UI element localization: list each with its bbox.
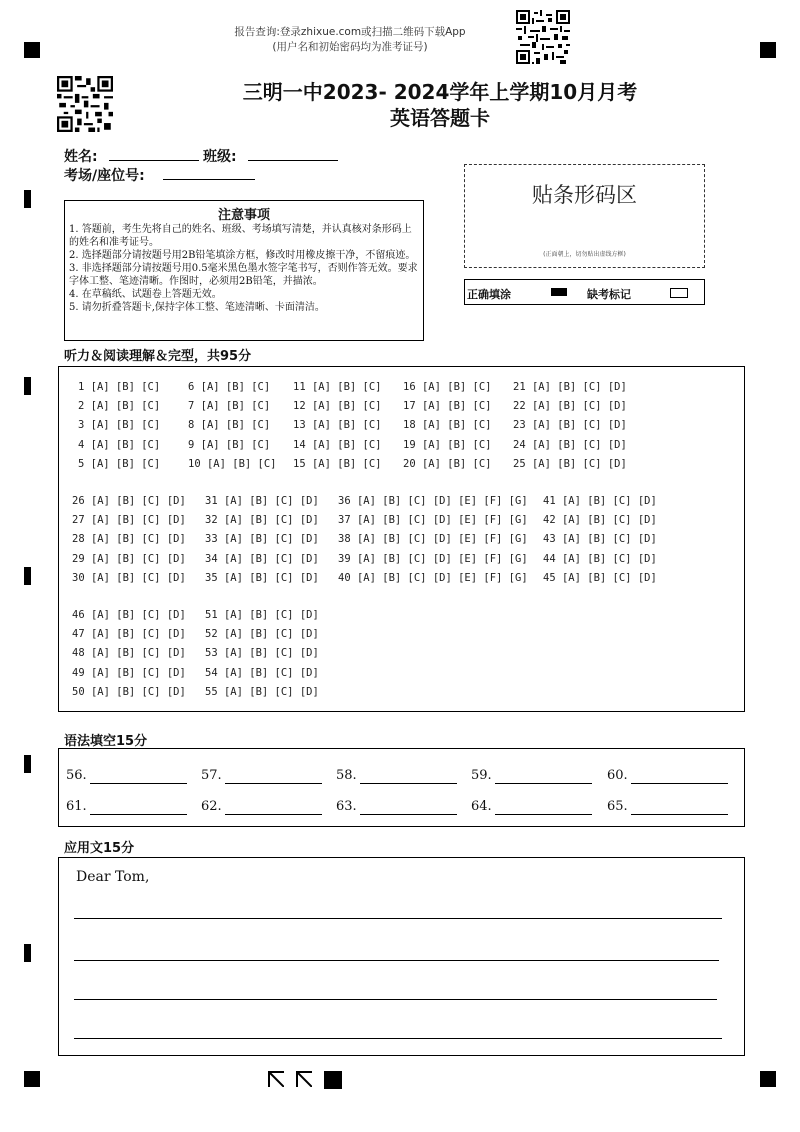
mc-question-row[interactable]: 36 [A] [B] [C] [D] [E] [F] [G] xyxy=(338,495,528,507)
blank-number: 61. xyxy=(66,799,87,814)
mc-question-row[interactable]: 51 [A] [B] [C] [D] xyxy=(205,609,319,621)
writing-line[interactable] xyxy=(74,960,719,961)
seat-field[interactable] xyxy=(163,165,255,180)
mc-question-row[interactable]: 39 [A] [B] [C] [D] [E] [F] [G] xyxy=(338,552,528,565)
mc-question-row[interactable]: 42 [A] [B] [C] [D] xyxy=(543,514,657,527)
blank-number: 58. xyxy=(336,768,357,783)
blank-number: 63. xyxy=(336,799,357,814)
blank-answer-line[interactable] xyxy=(90,814,187,815)
corner-mark-top-right xyxy=(760,42,776,58)
mc-question-row[interactable]: 28 [A] [B] [C] [D] xyxy=(72,533,186,546)
page-mark-slashed xyxy=(296,1071,312,1087)
mc-question-row[interactable]: 13 [A] [B] [C] xyxy=(293,419,382,432)
mc-question-row[interactable]: 34 [A] [B] [C] [D] xyxy=(205,552,319,565)
side-mark xyxy=(24,755,31,773)
mc-question-row[interactable]: 44 [A] [B] [C] [D] xyxy=(543,552,657,565)
blank-number: 60. xyxy=(607,768,628,783)
section2-title: 语法填空15分 xyxy=(64,734,148,749)
mc-question-row[interactable]: 20 [A] [B] [C] xyxy=(403,457,492,470)
name-label: 姓名: xyxy=(64,149,98,165)
notice-item: 2. 选择题部分请按题号用2B铅笔填涂方框，修改时用橡皮擦干净，不留痕迹。 xyxy=(69,250,416,261)
mc-question-row[interactable]: 46 [A] [B] [C] [D] xyxy=(72,609,186,621)
notice-item: 5. 请勿折叠答题卡,保持字体工整、笔迹清晰、卡面清洁。 xyxy=(69,302,325,313)
barcode-hint: (正面朝上，切勿贴出虚线方框) xyxy=(543,251,626,258)
mc-question-row[interactable]: 5 [A] [B] [C] xyxy=(78,457,161,470)
grammar-fill-box xyxy=(58,748,745,827)
mc-question-row[interactable]: 33 [A] [B] [C] [D] xyxy=(205,533,319,546)
absent-mark-box[interactable] xyxy=(670,288,688,298)
filled-box-sample xyxy=(551,288,567,296)
mc-question-row[interactable]: 43 [A] [B] [C] [D] xyxy=(543,533,657,546)
mc-question-row[interactable]: 11 [A] [B] [C] xyxy=(293,381,382,393)
writing-line[interactable] xyxy=(74,999,717,1000)
blank-number: 56. xyxy=(66,768,87,783)
blank-answer-line[interactable] xyxy=(495,814,592,815)
mc-question-row[interactable]: 4 [A] [B] [C] xyxy=(78,438,161,451)
mc-question-row[interactable]: 48 [A] [B] [C] [D] xyxy=(72,647,186,660)
blank-number: 59. xyxy=(471,768,492,783)
notice-title: 注意事项 xyxy=(217,208,270,223)
correct-fill-label: 正确填涂 xyxy=(467,288,511,301)
mc-question-row[interactable]: 16 [A] [B] [C] xyxy=(403,381,492,393)
notice-item: 1. 答题前，考生先将自己的姓名、班级、考场填写清楚，并认真核对条形码上的姓名和准考证号。 xyxy=(69,224,412,248)
mc-question-row[interactable]: 8 [A] [B] [C] xyxy=(188,419,271,432)
side-mark xyxy=(24,377,31,395)
mc-question-row[interactable]: 47 [A] [B] [C] [D] xyxy=(72,628,186,641)
corner-mark-bottom-left xyxy=(24,1071,40,1087)
blank-answer-line[interactable] xyxy=(631,814,728,815)
mc-question-row[interactable]: 19 [A] [B] [C] xyxy=(403,438,492,451)
exam-title: 三明一中2023- 2024学年上学期10月月考 xyxy=(242,80,638,104)
mc-question-row[interactable]: 54 [A] [B] [C] [D] xyxy=(205,666,319,679)
notice-item: 4. 在草稿纸、试题卷上答题无效。 xyxy=(69,289,222,300)
mc-question-row[interactable]: 23 [A] [B] [C] [D] xyxy=(513,419,627,432)
mc-question-row[interactable]: 10 [A] [B] [C] xyxy=(188,457,277,470)
writing-box xyxy=(58,857,745,1056)
barcode-label: 贴条形码区 xyxy=(532,183,637,207)
mc-question-row[interactable]: 32 [A] [B] [C] [D] xyxy=(205,514,319,527)
mc-question-row[interactable]: 40 [A] [B] [C] [D] [E] [F] [G] xyxy=(338,571,528,584)
mc-question-row[interactable]: 21 [A] [B] [C] [D] xyxy=(513,381,627,393)
mc-question-row[interactable]: 2 [A] [B] [C] xyxy=(78,400,161,413)
blank-answer-line[interactable] xyxy=(495,783,592,784)
side-mark xyxy=(24,190,31,208)
qr-code-app[interactable] xyxy=(516,10,570,64)
section1-title: 听力＆阅读理解＆完型，共95分 xyxy=(64,349,252,364)
mc-question-row[interactable]: 22 [A] [B] [C] [D] xyxy=(513,400,627,413)
notice-item: 3. 非选择题部分请按题号用0.5毫米黑色墨水签字笔书写，否则作答无效。要求字体工整、笔迹清晰。作图时，必须用2B铅笔，并描浓。 xyxy=(69,263,418,287)
blank-answer-line[interactable] xyxy=(225,783,322,784)
class-field[interactable] xyxy=(248,146,338,161)
name-field[interactable] xyxy=(109,146,199,161)
mc-question-row[interactable]: 29 [A] [B] [C] [D] xyxy=(72,552,186,565)
mc-question-row[interactable]: 31 [A] [B] [C] [D] xyxy=(205,495,319,507)
side-mark xyxy=(24,944,31,962)
mc-question-row[interactable]: 15 [A] [B] [C] xyxy=(293,457,382,470)
seat-label: 考场/座位号: xyxy=(64,168,145,184)
mc-question-row[interactable]: 41 [A] [B] [C] [D] xyxy=(543,495,657,507)
blank-answer-line[interactable] xyxy=(225,814,322,815)
writing-line[interactable] xyxy=(74,1038,722,1039)
mc-question-row[interactable]: 26 [A] [B] [C] [D] xyxy=(72,495,186,507)
mc-question-row[interactable]: 37 [A] [B] [C] [D] [E] [F] [G] xyxy=(338,514,528,527)
report-query-note: 报告查询:登录zhixue.com或扫描二维码下载App xyxy=(234,26,466,38)
mc-question-row[interactable]: 53 [A] [B] [C] [D] xyxy=(205,647,319,660)
mc-question-row[interactable]: 12 [A] [B] [C] xyxy=(293,400,382,413)
mc-question-row[interactable]: 49 [A] [B] [C] [D] xyxy=(72,666,186,679)
mc-question-row[interactable]: 38 [A] [B] [C] [D] [E] [F] [G] xyxy=(338,533,528,546)
page-mark-filled xyxy=(324,1071,342,1089)
mc-question-row[interactable]: 18 [A] [B] [C] xyxy=(403,419,492,432)
mc-question-row[interactable]: 1 [A] [B] [C] xyxy=(78,381,161,393)
blank-number: 57. xyxy=(201,768,222,783)
writing-line[interactable] xyxy=(74,918,722,919)
fill-legend xyxy=(464,279,705,305)
barcode-area xyxy=(464,164,705,268)
writing-salutation: Dear Tom, xyxy=(76,869,150,885)
section3-title: 应用文15分 xyxy=(64,841,135,856)
blank-answer-line[interactable] xyxy=(360,783,457,784)
card-title: 英语答题卡 xyxy=(390,106,490,130)
mc-question-row[interactable]: 52 [A] [B] [C] [D] xyxy=(205,628,319,641)
mc-question-row[interactable]: 7 [A] [B] [C] xyxy=(188,400,271,413)
side-mark xyxy=(24,567,31,585)
mc-question-row[interactable]: 6 [A] [B] [C] xyxy=(188,381,271,393)
mc-question-row[interactable]: 17 [A] [B] [C] xyxy=(403,400,492,413)
blank-answer-line[interactable] xyxy=(90,783,187,784)
blank-number: 62. xyxy=(201,799,222,814)
mc-question-row[interactable]: 35 [A] [B] [C] [D] xyxy=(205,571,319,584)
mc-question-row[interactable]: 30 [A] [B] [C] [D] xyxy=(72,571,186,584)
absent-mark-label: 缺考标记 xyxy=(587,288,631,301)
mc-question-row[interactable]: 25 [A] [B] [C] [D] xyxy=(513,457,627,470)
mc-question-row[interactable]: 55 [A] [B] [C] [D] xyxy=(205,685,319,698)
mc-question-row[interactable]: 27 [A] [B] [C] [D] xyxy=(72,514,186,527)
credential-note: (用户名和初始密码均为准考证号) xyxy=(272,41,428,53)
blank-answer-line[interactable] xyxy=(631,783,728,784)
page-mark-slashed xyxy=(268,1071,284,1087)
mc-question-row[interactable]: 50 [A] [B] [C] [D] xyxy=(72,685,186,698)
blank-answer-line[interactable] xyxy=(360,814,457,815)
mc-question-row[interactable]: 14 [A] [B] [C] xyxy=(293,438,382,451)
notice-box xyxy=(64,200,424,341)
class-label: 班级: xyxy=(203,149,237,165)
mc-question-row[interactable]: 3 [A] [B] [C] xyxy=(78,419,161,432)
blank-number: 64. xyxy=(471,799,492,814)
mc-question-row[interactable]: 45 [A] [B] [C] [D] xyxy=(543,571,657,584)
blank-number: 65. xyxy=(607,799,628,814)
corner-mark-bottom-right xyxy=(760,1071,776,1087)
mc-question-row[interactable]: 9 [A] [B] [C] xyxy=(188,438,271,451)
mc-question-row[interactable]: 24 [A] [B] [C] [D] xyxy=(513,438,627,451)
